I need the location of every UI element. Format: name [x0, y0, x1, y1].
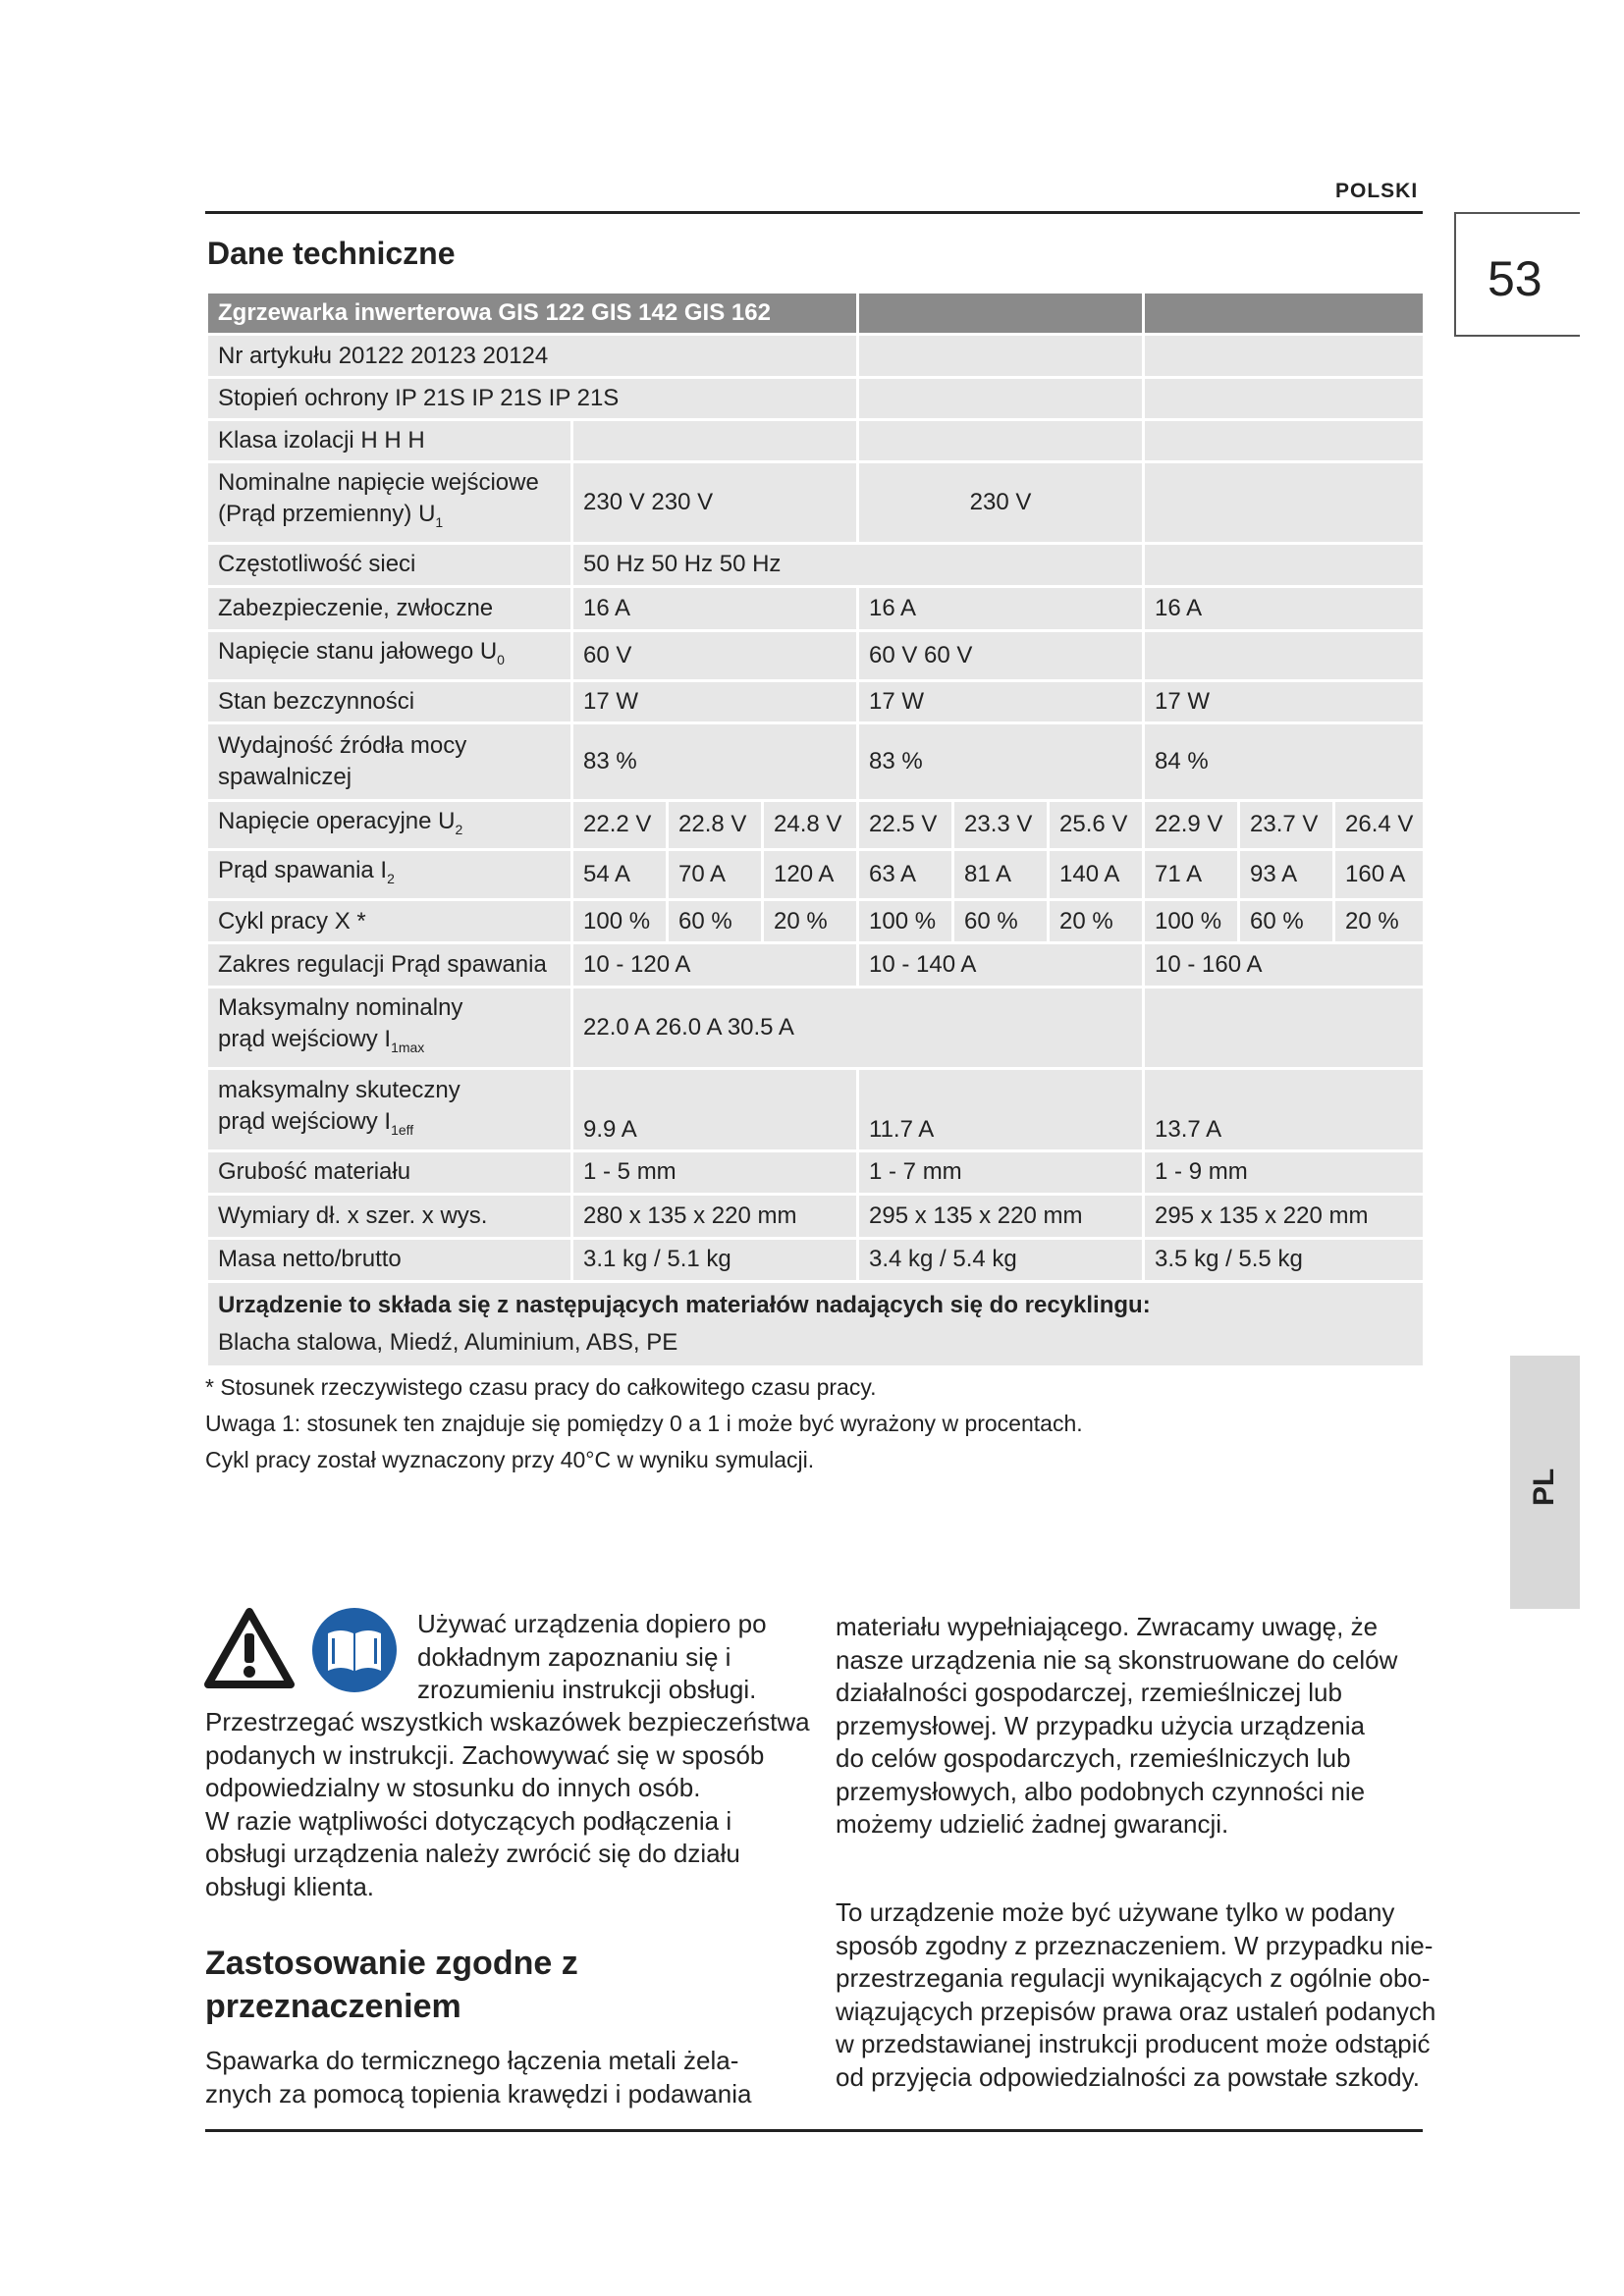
table-row [207, 630, 1425, 680]
cell-value: 16 A [572, 586, 858, 630]
text-line: przemysłowych, albo podobnych czynności nie [836, 1776, 1366, 1806]
row-label: Napięcie stanu jałowego $U_0$ [207, 630, 572, 680]
cell-value: 60 % [1239, 900, 1334, 943]
row-label: Częstotliwość sieci [207, 543, 572, 586]
text-line: do celów gospodarczych, rzemieślniczych lub [836, 1743, 1351, 1773]
spec-table [205, 291, 1426, 1368]
text-line: Używać urządzenia dopiero po [417, 1609, 767, 1638]
table-notes [205, 1369, 1083, 1478]
text-line: podanych w instrukcji. Zachowywać się w sposób [205, 1739, 765, 1770]
cell-value: 23.7 V [1239, 800, 1334, 850]
table-row [207, 900, 1425, 943]
text-line: obsługi urządzenia należy zwrócić się do działu [205, 1839, 740, 1868]
page-number: 53 [1488, 251, 1543, 306]
row-label: Nominalne napięcie wejściowe (Prąd przemienny) $U_1$ [207, 462, 572, 544]
note-line: * Stosunek rzeczywistego czasu pracy do całkowitego czasu pracy. [205, 1374, 877, 1400]
cell-value: 22.9 V [1144, 800, 1239, 850]
protection-class: Stopień ochrony IP 21S IP 21S IP 21S [207, 378, 858, 420]
table-row [207, 1068, 1425, 1150]
cell-value: 26.4 V [1334, 800, 1425, 850]
cell-value: 83 % [858, 722, 1144, 800]
warning-triangle-icon [203, 1606, 296, 1690]
note-line: Uwaga 1: stosunek ten znajduje się pomiędzy 0 a 1 i może być wyrażony w procentach. [205, 1411, 1083, 1436]
text-line: Spawarka do termicznego łączenia metali żela- [205, 2046, 739, 2075]
cell-value: 17 W [858, 680, 1144, 722]
cell-value: 1 - 5 mm [572, 1150, 858, 1194]
cell-value: 1 - 9 mm [1144, 1150, 1425, 1194]
article-number: Nr artykułu 20122 20123 20124 [207, 335, 858, 378]
table-header-cell: Zgrzewarka inwerterowa GIS 122 GIS 142 GIS 162 [207, 293, 858, 335]
row-label: Masa netto/brutto [207, 1238, 572, 1281]
text-line: nasze urządzenia nie są skonstruowane do celów [836, 1644, 1398, 1675]
cell-value: 20 % [1334, 900, 1425, 943]
cell-value: 160 A [1334, 850, 1425, 900]
table-row [207, 1238, 1425, 1281]
cell-value: 3.1 kg / 5.1 kg [572, 1238, 858, 1281]
text-line: zrozumieniu instrukcji obsługi. [417, 1675, 757, 1704]
row-label: Stan bezczynności [207, 680, 572, 722]
right-column-paragraph-2 [836, 1896, 1435, 2094]
cell-value: 120 A [763, 850, 858, 900]
cell-value: 63 A [858, 850, 953, 900]
cell-value: 60 % [668, 900, 763, 943]
row-label: Zabezpieczenie, zwłoczne [207, 586, 572, 630]
text-line: W razie wątpliwości dotyczących podłączenia i [205, 1805, 732, 1836]
cell-value: 81 A [953, 850, 1049, 900]
cell-value: 100 % [858, 900, 953, 943]
intended-use-title: Zastosowanie zgodne z przeznaczeniem [205, 1945, 578, 2025]
cell-value: 100 % [572, 900, 668, 943]
safety-icon-text [417, 1608, 767, 1707]
cell-value: 140 A [1049, 850, 1144, 900]
text-line: znych za pomocą topienia krawędzi i podawania [205, 2078, 752, 2109]
text-line: dokładnym zapoznaniu się i [417, 1641, 731, 1672]
row-label: Napięcie operacyjne $U_2$ [207, 800, 572, 850]
bottom-divider [205, 2129, 1423, 2132]
table-row [207, 850, 1425, 900]
cell-value: 295 x 135 x 220 mm [858, 1194, 1144, 1238]
cell-value: 11.7 A [858, 1068, 1144, 1150]
cell-value: 10 - 140 A [858, 943, 1144, 988]
table-header-row [207, 293, 1425, 335]
row-label: Zakres regulacji Prąd spawania [207, 943, 572, 988]
recycling-title: Urządzenie to składa się z następujących materiałów nadających się do recyklingu: [218, 1291, 1151, 1318]
cell-value: 23.3 V [953, 800, 1049, 850]
cell-value: 10 - 120 A [572, 943, 858, 988]
text-line: Przestrzegać wszystkich wskazówek bezpieczeństwa [205, 1707, 810, 1736]
text-line: materiału wypełniającego. Zwracamy uwagę, że [836, 1612, 1379, 1641]
cell-value: 20 % [1049, 900, 1144, 943]
cell-value: 22.5 V [858, 800, 953, 850]
cell-value: 9.9 A [572, 1068, 858, 1150]
cell-value: 83 % [572, 722, 858, 800]
cell-value: 100 % [1144, 900, 1239, 943]
cell-value: 60 % [953, 900, 1049, 943]
table-row [207, 462, 1425, 544]
note-line: Cykl pracy został wyznaczony przy 40°C w wyniku symulacji. [205, 1447, 815, 1472]
language-label: POLSKI [1335, 180, 1419, 202]
row-label: Prąd spawania $I_2$ [207, 850, 572, 900]
cell-value: 10 - 160 A [1144, 943, 1425, 988]
table-row [207, 586, 1425, 630]
recycling-cell [207, 1281, 1425, 1366]
cell-value: 17 W [1144, 680, 1425, 722]
cell-value: 84 % [1144, 722, 1425, 800]
table-row [207, 1150, 1425, 1194]
intended-use-text [205, 2045, 751, 2110]
cell-value: 230 V 230 V [572, 462, 858, 544]
cell-value: 71 A [1144, 850, 1239, 900]
row-label: Cykl pracy X * [207, 900, 572, 943]
cell-value: 24.8 V [763, 800, 858, 850]
cell-value: 25.6 V [1049, 800, 1144, 850]
text-line: działalności gospodarczej, rzemieślniczej lub [836, 1678, 1342, 1707]
cell-value: 17 W [572, 680, 858, 722]
row-label: Maksymalny nominalny prąd wejściowy $I_{1max}$ [207, 988, 572, 1069]
cell-value: 22.0 A 26.0 A 30.5 A [572, 988, 1144, 1069]
row-label: Wymiary dł. x szer. x wys. [207, 1194, 572, 1238]
cell-value: 54 A [572, 850, 668, 900]
table-row [207, 722, 1425, 800]
cell-value: 60 V 60 V [858, 630, 1144, 680]
row-label: Grubość materiału [207, 1150, 572, 1194]
cell-value: 93 A [1239, 850, 1334, 900]
top-divider [205, 211, 1423, 214]
insulation-class: Klasa izolacji H H H [207, 420, 572, 462]
cell-value: 22.2 V [572, 800, 668, 850]
table-row [207, 335, 1425, 378]
safety-text [205, 1706, 810, 1903]
cell-value: 230 V [858, 462, 1144, 544]
text-line: obsługi klienta. [205, 1871, 374, 1901]
table-row [207, 543, 1425, 586]
table-row [207, 378, 1425, 420]
cell-value: 16 A [858, 586, 1144, 630]
cell-value: 20 % [763, 900, 858, 943]
table-row [207, 943, 1425, 988]
right-column-paragraph-1 [836, 1611, 1397, 1842]
section-title: Dane techniczne [207, 236, 456, 271]
cell-value: 16 A [1144, 586, 1425, 630]
text-line: w przedstawianej instrukcji producent może odstąpić [836, 2029, 1431, 2058]
text-line: sposób zgodny z przeznaczeniem. W przypadku nie- [836, 1930, 1434, 1960]
table-row [207, 420, 1425, 462]
text-line: przestrzegania regulacji wynikających z ogólnie obo- [836, 1963, 1431, 1993]
row-label: maksymalny skuteczny prąd wejściowy $I_{1eff}$ [207, 1068, 572, 1150]
text-line: wiązujących przepisów prawa oraz ustaleń podanych [836, 1996, 1436, 2026]
text-line: od przyjęcia odpowiedzialności za powstałe szkody. [836, 2061, 1420, 2092]
text-line: przemysłowej. W przypadku użycia urządzenia [836, 1710, 1365, 1740]
cell-value: 22.8 V [668, 800, 763, 850]
cell-value: 295 x 135 x 220 mm [1144, 1194, 1425, 1238]
cell-value: 50 Hz 50 Hz 50 Hz [572, 543, 1144, 586]
cell-value: 60 V [572, 630, 858, 680]
recycling-row [207, 1281, 1425, 1366]
table-row [207, 680, 1425, 722]
language-side-tab-label: PL [1528, 1468, 1560, 1507]
cell-value: 280 x 135 x 220 mm [572, 1194, 858, 1238]
text-line: To urządzenie może być używane tylko w podany [836, 1897, 1395, 1927]
cell-value: 70 A [668, 850, 763, 900]
table-row [207, 1194, 1425, 1238]
table-row [207, 800, 1425, 850]
row-label: Wydajność źródła mocy spawalniczej [207, 722, 572, 800]
cell-value: 3.5 kg / 5.5 kg [1144, 1238, 1425, 1281]
cell-value: 3.4 kg / 5.4 kg [858, 1238, 1144, 1281]
cell-value: 13.7 A [1144, 1068, 1425, 1150]
text-line: możemy udzielić żadnej gwarancji. [836, 1809, 1229, 1839]
text-line: odpowiedzialny w stosunku do innych osób. [205, 1773, 701, 1802]
table-row [207, 988, 1425, 1069]
read-manual-icon [310, 1606, 399, 1694]
cell-value: 1 - 7 mm [858, 1150, 1144, 1194]
recycling-materials: Blacha stalowa, Miedź, Aluminium, ABS, PE [218, 1328, 678, 1356]
